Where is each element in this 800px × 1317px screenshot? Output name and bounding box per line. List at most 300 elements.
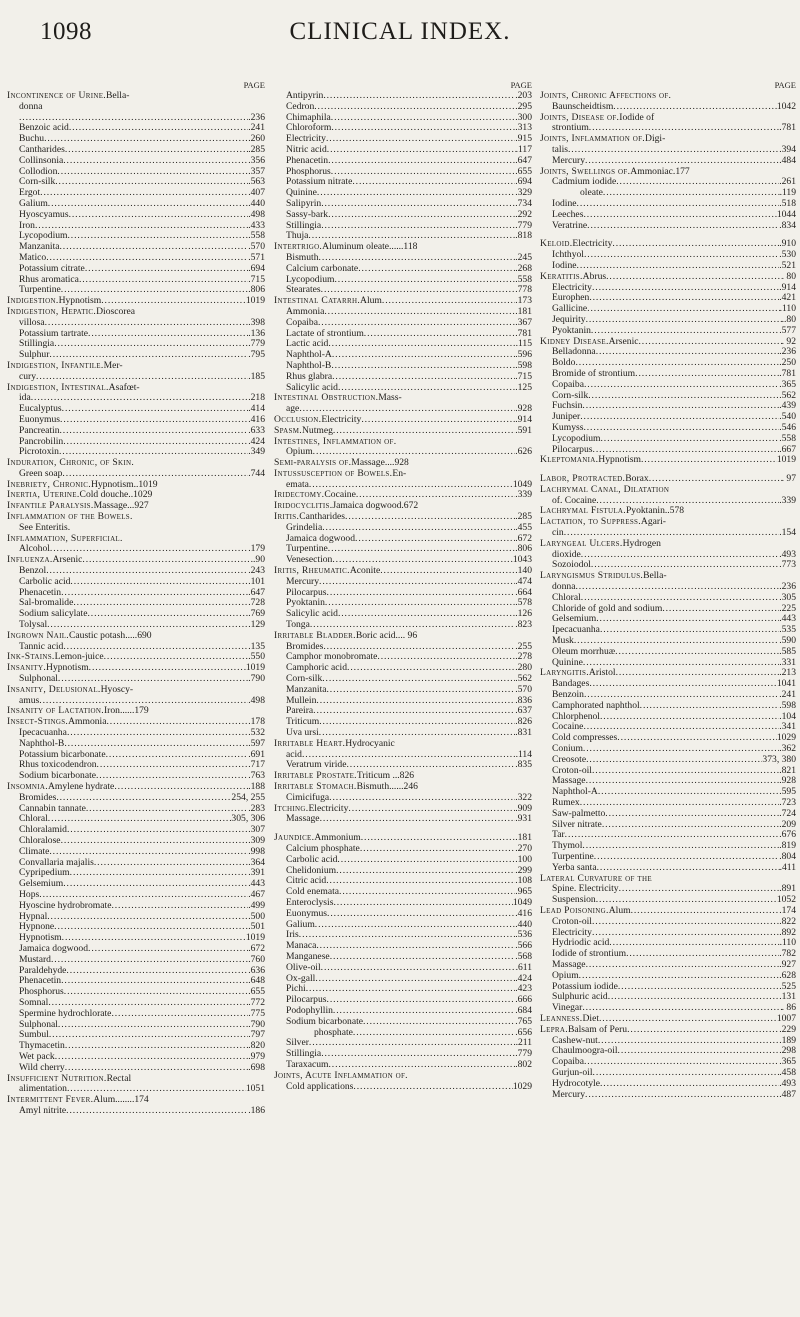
index-entry (274, 866, 532, 877)
page-ref: .188 (248, 782, 265, 792)
entry-label: Leeches (552, 209, 584, 220)
entry-label: Phenacetin (19, 587, 62, 598)
entry-label: Phenacetin (19, 976, 62, 987)
leader-dots (586, 960, 780, 971)
page-ref: .562 (779, 390, 796, 401)
index-heading (540, 506, 796, 517)
index-entry (7, 739, 265, 750)
page-ref: ..80 (781, 314, 796, 325)
leader-dots (606, 272, 781, 283)
index-heading (7, 490, 265, 501)
page-ref: .362 (779, 744, 796, 755)
entry-label: Euonymus (286, 908, 328, 919)
page-ref: .820 (248, 1041, 265, 1052)
leader-dots (44, 134, 248, 145)
entry-label: Benzoic acid (19, 123, 69, 134)
page-ref: .826 (515, 717, 532, 728)
index-entry (274, 909, 532, 920)
leader-dots (596, 347, 780, 358)
leader-dots (114, 782, 248, 793)
page-ref: .598 (779, 700, 796, 711)
leader-dots (337, 855, 515, 866)
page-ref: 305, 306 (231, 814, 265, 825)
leader-dots (104, 652, 249, 663)
leader-dots (319, 717, 515, 728)
leader-dots (575, 582, 779, 593)
entry-label: Hypnone (19, 922, 55, 933)
index-heading (540, 455, 796, 466)
index-entry (7, 1020, 265, 1031)
entry-label: Jamaica dogwood (286, 533, 356, 544)
page-ref: .241 (248, 123, 265, 134)
leader-dots (600, 625, 779, 636)
page-ref: .421 (779, 293, 796, 304)
index-continuation (540, 528, 796, 539)
leader-dots (70, 868, 249, 879)
index-heading (274, 393, 532, 404)
remedy-text: Agari- (640, 517, 666, 528)
page-ref: .778 (515, 285, 532, 296)
page-ref: .498 (248, 209, 265, 220)
leader-dots (314, 102, 515, 113)
page-ref: .633 (248, 425, 265, 436)
leader-dots (317, 188, 515, 199)
entry-label: Hops (19, 889, 40, 900)
leader-dots (94, 858, 248, 869)
page-ref: .313 (515, 123, 532, 134)
page-ref: .125 (515, 382, 532, 393)
remedy-text: Digi- (645, 134, 666, 145)
page-ref: .636 (248, 965, 265, 976)
index-entry (7, 1052, 265, 1063)
leader-dots (310, 620, 515, 631)
leader-dots (592, 917, 779, 928)
page-ref: .672 (248, 943, 265, 954)
index-entry (274, 814, 532, 825)
index-entry (540, 604, 796, 615)
page-ref: .179 (248, 544, 265, 555)
leader-dots (584, 1057, 779, 1068)
index-entry (540, 1090, 796, 1101)
index-entry (7, 123, 265, 134)
index-entry (540, 841, 796, 852)
remedy-text: Triticum ...826 (356, 771, 415, 782)
remedy-text: Hydrogen (622, 538, 661, 549)
leader-dots (66, 966, 248, 977)
page-ref: .178 (248, 717, 265, 728)
index-entry (274, 1006, 532, 1017)
page-ref: .769 (248, 609, 265, 620)
page-ref: 1029 (512, 1081, 532, 1092)
leader-dots (336, 866, 515, 877)
leader-dots (382, 296, 515, 307)
leader-dots (62, 469, 248, 480)
index-entry (274, 177, 532, 188)
page-ref: .500 (248, 911, 265, 922)
page-ref: .309 (248, 835, 265, 846)
entry-label: Antipyrin (286, 91, 324, 101)
index-entry (7, 1041, 265, 1052)
index-entry (7, 793, 265, 804)
index-entry (540, 863, 796, 874)
index-entry (540, 722, 796, 733)
page-ref: .357 (248, 166, 265, 177)
entry-label: Camphor monobromate (286, 652, 378, 663)
page-ref: .126 (515, 609, 532, 620)
page-ref: .278 (515, 652, 532, 663)
leader-dots (592, 283, 779, 294)
heading-term: Keloid. (540, 239, 573, 250)
page-ref: .349 (248, 447, 265, 458)
index-entry (540, 960, 796, 971)
page-ref: .501 (248, 922, 265, 933)
leader-dots (321, 963, 516, 974)
leader-dots (326, 134, 515, 145)
index-continuation (274, 750, 532, 761)
continuation-text: ida (19, 393, 31, 404)
entry-label: Matico (19, 252, 47, 263)
index-entry (7, 156, 265, 167)
page-ref: .550 (248, 652, 265, 663)
entry-label: Sulphonal (19, 674, 58, 685)
entry-label: Turpentine (19, 285, 61, 296)
page-ref: .521 (779, 260, 796, 271)
leader-dots (347, 663, 515, 674)
heading-term: Insanity, Delusional. (7, 684, 101, 695)
page-ref: .140 (515, 566, 532, 577)
index-heading (274, 512, 532, 523)
index-entry (274, 91, 532, 102)
leader-dots (19, 113, 248, 124)
heading-term: Influenza. (7, 555, 53, 566)
index-entry (7, 577, 265, 588)
leader-dots (321, 199, 515, 210)
page-column-label: PAGE (774, 80, 796, 90)
entry-label: Chimaphila (286, 112, 331, 123)
index-entry (274, 760, 532, 771)
index-entry (7, 728, 265, 739)
index-entry (7, 620, 265, 631)
entry-label: Ipecacuanha (552, 625, 600, 636)
page-ref: .117 (515, 144, 532, 155)
entry-label: Saw-palmetto (552, 808, 606, 819)
leader-dots (322, 674, 515, 685)
leader-dots (331, 361, 515, 372)
page-ref: .236 (248, 112, 265, 123)
index-entry (7, 447, 265, 458)
leader-dots (67, 1084, 246, 1095)
leader-dots (353, 1082, 512, 1093)
index-entry (274, 210, 532, 221)
index-continuation (540, 496, 796, 507)
index-entry (540, 250, 796, 261)
heading-term: Lachrymal Fistula. (540, 506, 626, 517)
index-heading (274, 501, 532, 512)
entry-label: Thymacetin (19, 1041, 65, 1052)
index-heading (274, 296, 532, 307)
leader-dots (583, 722, 779, 733)
page-ref: .892 (779, 927, 796, 938)
index-entry (7, 750, 265, 761)
page-ref: .715 (515, 371, 532, 382)
page-ref: .562 (515, 674, 532, 685)
index-heading (7, 663, 265, 674)
leader-dots (89, 663, 246, 674)
index-entry (274, 339, 532, 350)
heading-term: Inebriety, Chronic. (7, 479, 91, 490)
entry-label: Chloral (19, 814, 48, 825)
page-ref: .213 (779, 668, 796, 679)
leader-dots (333, 1006, 515, 1017)
index-heading (274, 782, 532, 793)
page-ref: .455 (515, 522, 532, 533)
index-entry (540, 766, 796, 777)
leader-dots (50, 544, 248, 555)
index-entry (540, 177, 796, 188)
leader-dots (97, 760, 249, 771)
page-ref: .261 (779, 177, 796, 188)
leader-dots (327, 909, 515, 920)
index-entry (7, 890, 265, 901)
page-ref: .300 (515, 112, 532, 123)
entry-label: Copaiba (552, 379, 584, 390)
page-ref: .909 (515, 803, 532, 814)
index-heading (7, 706, 265, 717)
entry-label: Mercury (552, 155, 586, 166)
leader-dots (68, 231, 249, 242)
index-entry (540, 636, 796, 647)
remedy-text: Aconite (349, 566, 381, 577)
leader-dots (331, 123, 515, 134)
entry-label: Climate (19, 846, 50, 857)
page-ref: .568 (515, 951, 532, 962)
leader-dots (339, 887, 515, 898)
entry-label: Enteroclysis (286, 897, 334, 908)
entry-label: Electricity (552, 927, 592, 938)
leader-dots (65, 1041, 248, 1052)
leader-dots (35, 221, 248, 232)
index-entry (7, 285, 265, 296)
heading-term: Joints, Acute Inflammation of. (274, 1070, 408, 1081)
page-ref: .305 (779, 592, 796, 603)
entry-label: Carbolic acid (19, 576, 71, 587)
index-entry (274, 275, 532, 286)
page-ref: .804 (779, 851, 796, 862)
leader-dots (586, 755, 762, 766)
leader-dots (328, 156, 515, 167)
page-ref: .611 (515, 962, 532, 973)
page-ref: .760 (248, 954, 265, 965)
index-heading (274, 771, 532, 782)
heading-term: Lateral Curvature of the (540, 873, 652, 884)
entry-label: Sulphur (19, 350, 50, 361)
page-ref: .440 (248, 198, 265, 209)
leader-dots (594, 852, 779, 863)
index-continuation (7, 393, 265, 404)
index-heading (7, 555, 265, 566)
index-entry (7, 242, 265, 253)
page-ref: .236 (779, 582, 796, 593)
entry-label: Cedron (286, 101, 315, 112)
index-entry (540, 614, 796, 625)
heading-term: Iritis, Rheumatic. (274, 566, 350, 577)
index-entry (274, 188, 532, 199)
index-entry (274, 383, 532, 394)
entry-label: Potassium nitrate (286, 177, 353, 188)
entry-label: Lycopodium (286, 274, 335, 285)
page-ref: .285 (515, 512, 532, 523)
page-ref: .440 (515, 919, 532, 930)
leader-dots (62, 933, 246, 944)
leader-dots (309, 480, 513, 491)
entry-label: Pancrobilin (19, 436, 64, 447)
index-entry (274, 717, 532, 728)
page-ref: .715 (248, 274, 265, 285)
leader-dots (641, 455, 777, 466)
entry-label: Ichthyol (552, 250, 584, 261)
heading-term: Occlusion. (274, 414, 322, 425)
entry-label: Alcohol (19, 544, 50, 555)
leader-dots (55, 177, 248, 188)
index-entry (7, 858, 265, 869)
page-ref: 373, 380 (762, 754, 796, 765)
page-ref: .181 (515, 306, 532, 317)
leader-dots (321, 285, 516, 296)
index-heading (7, 717, 265, 728)
index-column-1 (7, 80, 265, 1117)
index-entry (540, 949, 796, 960)
page-ref: .114 (515, 749, 532, 760)
index-entry (274, 221, 532, 232)
index-heading (274, 469, 532, 480)
page-ref: .129 (248, 620, 265, 631)
page-ref: .474 (515, 576, 532, 587)
entry-label: Cannabin tannate (19, 803, 86, 814)
entry-label: Phosphorus (286, 166, 331, 177)
leader-dots (626, 949, 779, 960)
leader-dots (79, 275, 248, 286)
continuation-text: age (286, 404, 300, 415)
entry-label: Grindelia (286, 522, 323, 533)
entry-label: Naphthol-B (19, 738, 65, 749)
index-entry (274, 598, 532, 609)
page-ref: .236 (779, 347, 796, 358)
index-entry (540, 445, 796, 456)
heading-term: Labor, Protracted. (540, 474, 626, 485)
index-entry (540, 358, 796, 369)
index-continuation (7, 469, 265, 480)
leader-dots (320, 814, 516, 825)
page-ref: .806 (515, 544, 532, 555)
leader-dots (45, 318, 249, 329)
index-entry (7, 966, 265, 977)
page-ref: .119 (779, 188, 796, 199)
index-heading (540, 874, 796, 885)
page-ref: .530 (779, 250, 796, 261)
page-ref: .443 (248, 879, 265, 890)
leader-dots (70, 577, 248, 588)
heading-term: Spasm. (274, 425, 302, 436)
index-entry (7, 1063, 265, 1074)
page-ref: .781 (779, 368, 796, 379)
leader-dots (64, 987, 248, 998)
entry-label: Manzanita (19, 242, 60, 253)
index-heading (540, 167, 796, 178)
index-entry (540, 401, 796, 412)
entry-label: Collinsonia (19, 155, 64, 166)
page-ref: .797 (248, 1030, 265, 1041)
index-entry (274, 231, 532, 242)
entry-label: Bromides (286, 641, 324, 652)
leader-dots (601, 434, 780, 445)
index-entry (7, 955, 265, 966)
page-ref: .836 (515, 695, 532, 706)
page-ref: .467 (248, 889, 265, 900)
page-ref: .781 (779, 123, 796, 134)
page-ref: .255 (515, 641, 532, 652)
continuation-text: oleate (580, 188, 603, 199)
continuation-text: Opium (286, 447, 313, 458)
leader-dots (61, 836, 249, 847)
index-entry (540, 1068, 796, 1079)
leader-dots (575, 358, 779, 369)
index-entry (7, 113, 265, 124)
page-ref: .331 (779, 657, 796, 668)
leader-dots (361, 833, 515, 844)
index-entry (274, 534, 532, 545)
heading-term: Iridectomy. (274, 490, 325, 501)
page-ref: .779 (515, 220, 532, 231)
index-entry (540, 809, 796, 820)
leader-dots (335, 275, 516, 286)
page-column-label: PAGE (510, 80, 532, 90)
index-heading (7, 383, 265, 394)
entry-label: Iron (19, 220, 35, 231)
index-entry (7, 1030, 265, 1041)
remedy-text: Mass- (378, 393, 402, 404)
page-ref: .628 (779, 970, 796, 981)
entry-label: Corn-silk (552, 390, 589, 401)
continuation-text: strontium (552, 123, 589, 134)
entry-label: Salicylic acid (286, 609, 338, 620)
index-entry (274, 361, 532, 372)
page-ref: .571 (248, 252, 265, 263)
page-ref: .433 (248, 220, 265, 231)
leader-dots (598, 1036, 779, 1047)
entry-label: Ipecacuanha (19, 728, 67, 739)
index-entry (540, 261, 796, 272)
index-entry (274, 930, 532, 941)
index-entry (7, 437, 265, 448)
remedy-text: Arsenic (608, 336, 639, 347)
page-ref: .394 (779, 144, 796, 155)
index-entry (540, 1036, 796, 1047)
heading-term: Irritable Stomach. (274, 782, 357, 792)
entry-label: Sal-bromalide (19, 598, 74, 609)
index-entry (540, 820, 796, 831)
leader-dots (47, 912, 248, 923)
leader-dots (600, 712, 779, 723)
leader-dots (583, 210, 776, 221)
page-ref: .414 (248, 404, 265, 415)
leader-dots (299, 404, 515, 415)
leader-dots (315, 974, 515, 985)
leader-dots (86, 804, 248, 815)
page-ref: .285 (248, 144, 265, 155)
entry-label: Manganese (286, 951, 330, 962)
index-entry (274, 652, 532, 663)
page-ref: .110 (779, 938, 796, 949)
